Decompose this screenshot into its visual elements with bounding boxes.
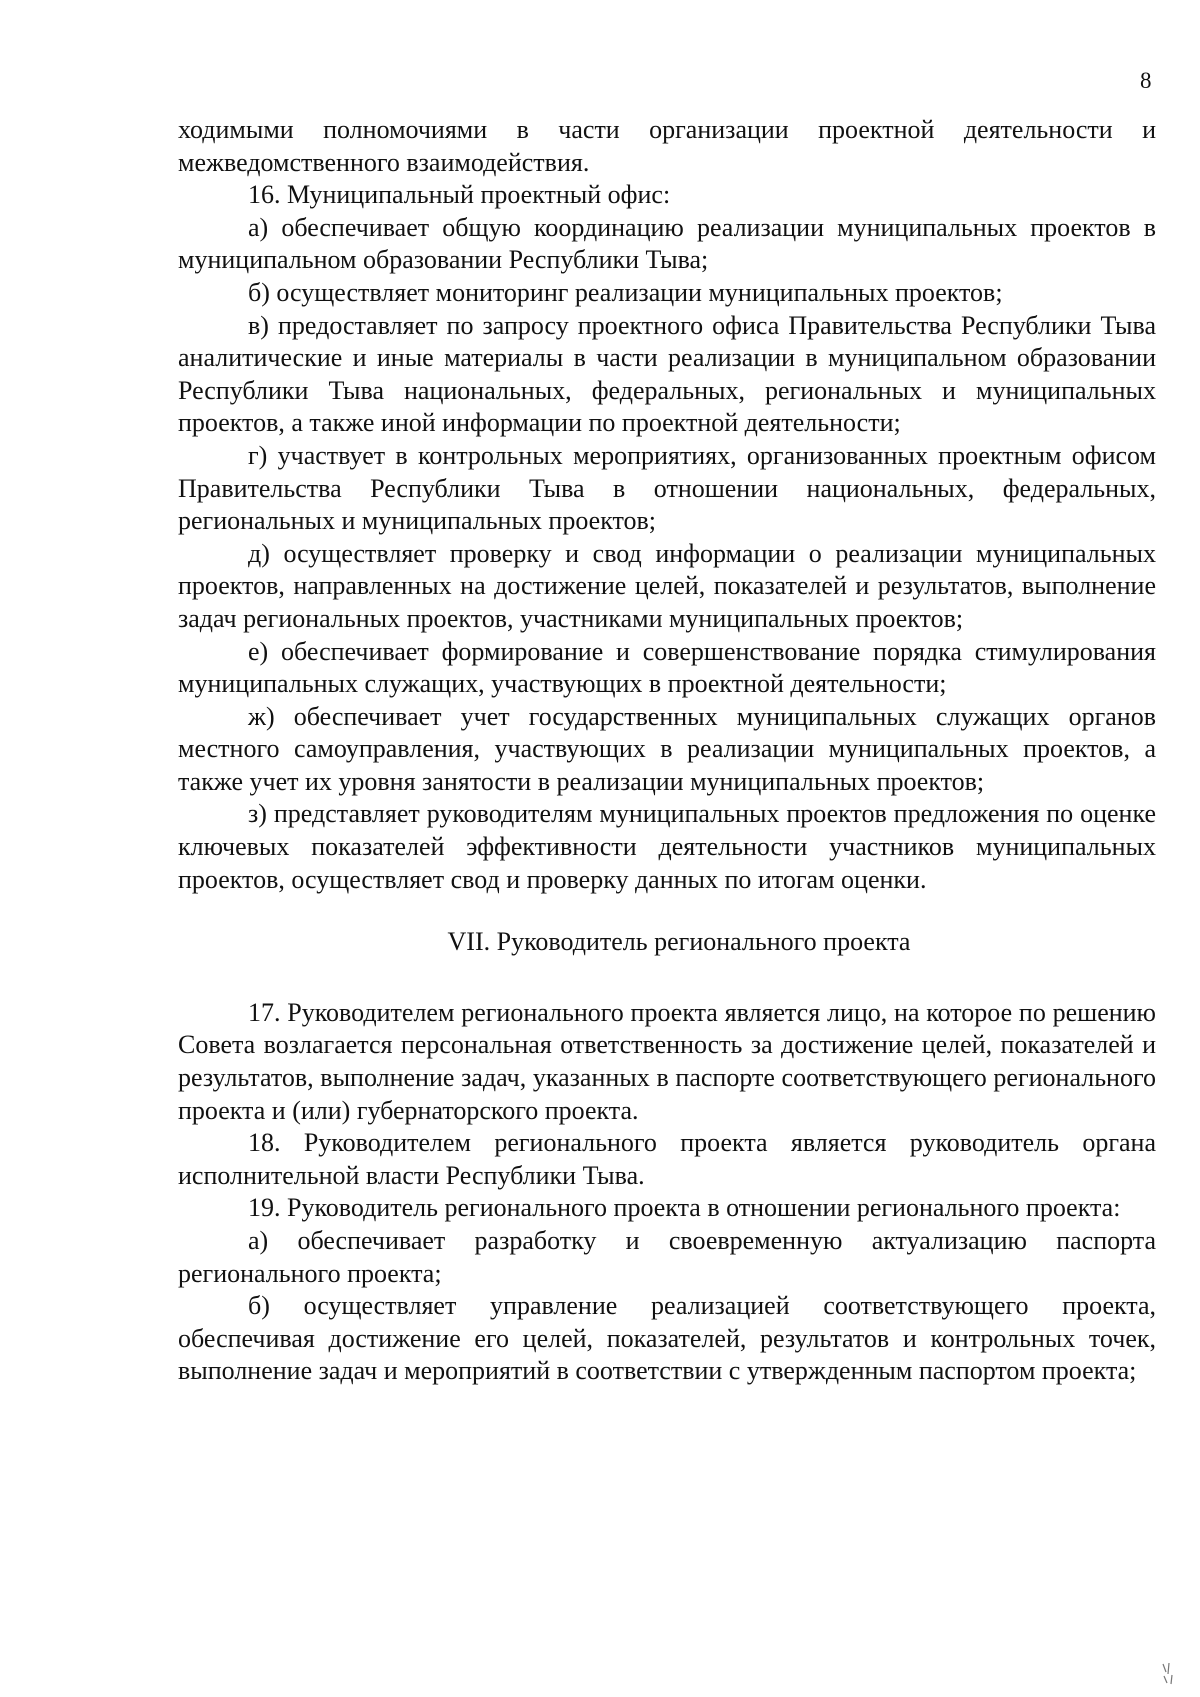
paragraph: 18. Руководителем регионального проекта является руководитель органа исполнительной власти Республики Тыва.: [178, 1128, 1156, 1190]
paragraph: 19. Руководитель регионального проекта в отношении регионального проекта:: [248, 1193, 1121, 1223]
paragraph: е) обеспечивает формирование и совершенствование порядка стимулирования муниципальных служащих, участвующих в проектной деятельности;: [178, 636, 1156, 699]
paragraph: з) представляет руководителям муниципальных проектов предложения по оценке ключевых показателей эффективности деятельности участников муниципальных проектов, осуществляет свод и проверку данных по итогам оценки.: [178, 799, 1156, 894]
paragraph: в) предоставляет по запросу проектного офиса Правительства Республики Тыва аналитические и иные материалы в части реализации в муниципальном образовании Республики Тыва национальных, федеральных, региональных и муниципальных проектов, а также иной информации по проектной деятельности;: [178, 310, 1156, 438]
paragraph: д) осуществляет проверку и свод информации о реализации муниципальных проектов, направленных на достижение целей, показателей и результатов, выполнение задач региональных проектов, участниками муниципальных проектов;: [178, 538, 1156, 633]
section-heading: VII. Руководитель регионального проекта: [447, 927, 911, 957]
paragraphs-before-heading: [178, 114, 1156, 896]
page-number: 8: [1140, 68, 1152, 93]
paragraph: г) участвует в контрольных мероприятиях, организованных проектным офисом Правительства Республики Тыва в отношении национальных, федеральных, региональных и муниципальных проектов;: [178, 440, 1156, 536]
paragraph: ж) обеспечивает учет государственных муниципальных служащих органов местного самоуправления, участвующих в реализации муниципальных проектов, а также учет их уровня занятости в реализации муниципальных проектов;: [178, 701, 1156, 796]
paragraph: а) обеспечивает общую координацию реализации муниципальных проектов в муниципальном образовании Республики Тыва;: [178, 212, 1156, 275]
paragraph: ходимыми полномочиями в части организации проектной деятельности и межведомственного взаимодействия.: [178, 115, 1156, 177]
paragraph: б) осуществляет мониторинг реализации муниципальных проектов;: [248, 277, 1003, 307]
document-body: [178, 114, 1156, 1388]
paragraph: а) обеспечивает разработку и своевременную актуализацию паспорта регионального проекта;: [178, 1226, 1156, 1288]
paragraph: 17. Руководителем регионального проекта является лицо, на которое по решению Совета возлагается персональная ответственность за достижение целей, показателей и результатов, выполнение задач, указанных в паспорте соответствующего регионального проекта и (или) губернаторского проекта.: [178, 997, 1156, 1125]
paragraph: б) осуществляет управление реализацией соответствующего проекта, обеспечивая достижение его целей, показателей, результатов и контрольных точек, выполнение задач и мероприятий в соответствии с утвержденным паспортом проекта;: [178, 1291, 1156, 1386]
scan-mark-icon: [1160, 1660, 1182, 1686]
paragraph: 16. Муниципальный проектный офис:: [248, 180, 671, 210]
paragraphs-after-heading: [178, 997, 1156, 1388]
